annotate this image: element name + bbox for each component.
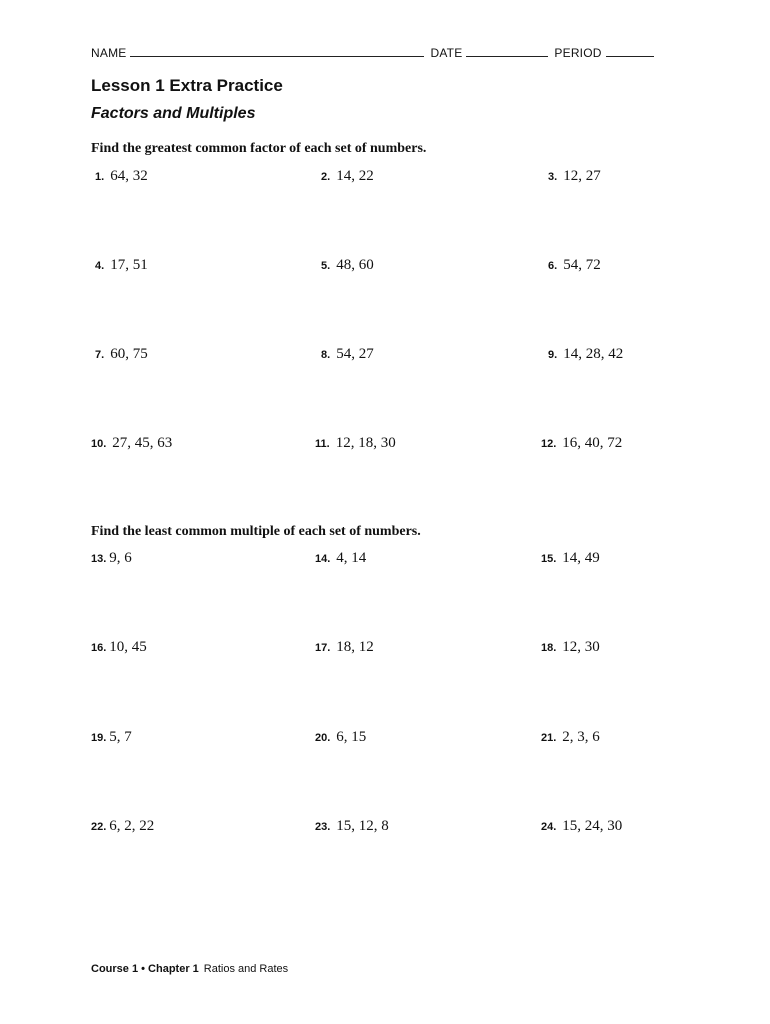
problem-item: [95, 168, 148, 185]
problem-values: 9, 6: [109, 550, 132, 566]
problem-number: 19.: [91, 732, 107, 744]
problem-values: 54, 27: [336, 346, 374, 362]
problem-number: 6.: [548, 260, 558, 272]
problem-number: 24.: [541, 821, 557, 833]
problem-number: 22.: [91, 821, 107, 833]
problem-values: 64, 32: [110, 168, 148, 184]
problem-values: 12, 30: [562, 639, 600, 655]
problem-number: 2.: [321, 171, 331, 183]
name-label: NAME: [91, 46, 127, 60]
problem-values: 14, 22: [336, 168, 374, 184]
problem-number: 12.: [541, 438, 557, 450]
problem-values: 16, 40, 72: [562, 435, 623, 451]
problem-values: 15, 12, 8: [336, 818, 389, 834]
problem-item: [315, 435, 396, 452]
problem-item: [541, 550, 600, 567]
problem-values: 14, 28, 42: [563, 346, 624, 362]
problem-item: [91, 818, 154, 835]
footer-topic: Ratios and Rates: [203, 963, 289, 975]
problem-item: [315, 639, 374, 656]
gcf-instruction: Find the greatest common factor of each set of numbers.: [91, 141, 427, 156]
problem-values: 60, 75: [110, 346, 148, 362]
problem-number: 7.: [95, 349, 105, 361]
problem-item: [321, 257, 374, 274]
problem-number: 14.: [315, 553, 331, 565]
problem-number: 1.: [95, 171, 105, 183]
problem-item: [95, 346, 148, 363]
problem-item: [321, 346, 374, 363]
problem-number: 5.: [321, 260, 331, 272]
period-label: PERIOD: [554, 46, 602, 60]
problem-item: [315, 818, 389, 835]
problem-item: [321, 168, 374, 185]
problem-number: 17.: [315, 642, 331, 654]
problem-values: 12, 27: [563, 168, 601, 184]
name-blank: [130, 46, 424, 57]
problem-values: 4, 14: [336, 550, 367, 566]
problem-item: [91, 729, 132, 746]
problem-values: 48, 60: [336, 257, 374, 273]
problem-number: 4.: [95, 260, 105, 272]
problem-item: [541, 639, 600, 656]
problem-values: 15, 24, 30: [562, 818, 623, 834]
problem-values: 6, 2, 22: [109, 818, 155, 834]
problem-values: 6, 15: [336, 729, 367, 745]
problem-number: 3.: [548, 171, 558, 183]
problem-item: [541, 435, 622, 452]
problem-item: [315, 550, 366, 567]
student-info-header: [91, 46, 660, 60]
problem-values: 5, 7: [109, 729, 132, 745]
problem-values: 17, 51: [110, 257, 148, 273]
problem-item: [91, 435, 172, 452]
lesson-title: Lesson 1 Extra Practice: [91, 76, 283, 95]
problem-number: 16.: [91, 642, 107, 654]
problem-item: [548, 168, 601, 185]
problem-values: 2, 3, 6: [562, 729, 600, 745]
problem-values: 27, 45, 63: [112, 435, 173, 451]
date-label: DATE: [430, 46, 463, 60]
problem-number: 8.: [321, 349, 331, 361]
page-footer: [91, 963, 288, 975]
problem-number: 23.: [315, 821, 331, 833]
problem-item: [548, 346, 623, 363]
period-blank: [606, 46, 654, 57]
problem-values: 54, 72: [563, 257, 601, 273]
problem-values: 18, 12: [336, 639, 374, 655]
problem-number: 9.: [548, 349, 558, 361]
problem-number: 20.: [315, 732, 331, 744]
problem-item: [541, 729, 600, 746]
problem-number: 11.: [315, 438, 330, 450]
problem-item: [315, 729, 366, 746]
date-blank: [466, 46, 548, 57]
lcm-instruction: Find the least common multiple of each set of numbers.: [91, 524, 421, 539]
problem-number: 18.: [541, 642, 557, 654]
problem-values: 14, 49: [562, 550, 600, 566]
problem-item: [548, 257, 601, 274]
problem-item: [91, 639, 147, 656]
problem-item: [95, 257, 148, 274]
footer-course: Course 1 • Chapter 1: [91, 963, 199, 975]
problem-number: 15.: [541, 553, 557, 565]
problem-number: 13.: [91, 553, 107, 565]
problem-values: 10, 45: [109, 639, 147, 655]
problem-item: [541, 818, 622, 835]
problem-item: [91, 550, 132, 567]
lesson-subtitle: Factors and Multiples: [91, 105, 256, 122]
problem-number: 10.: [91, 438, 107, 450]
problem-number: 21.: [541, 732, 557, 744]
problem-values: 12, 18, 30: [335, 435, 396, 451]
